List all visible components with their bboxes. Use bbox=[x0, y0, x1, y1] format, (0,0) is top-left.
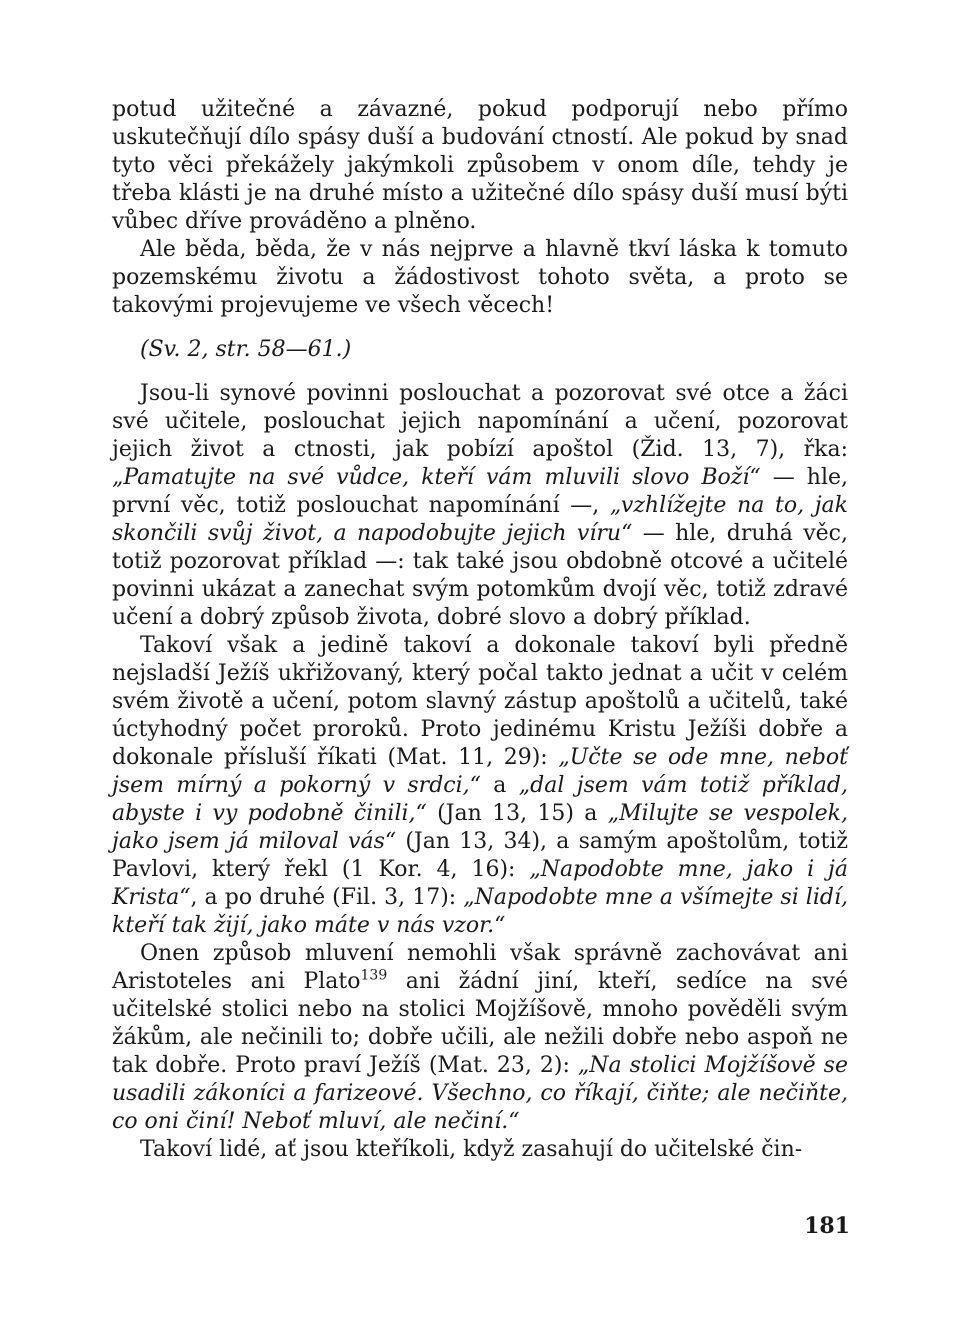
paragraph-4-text-1: Takoví však a jedině takoví a dokonale takoví byli předně nejsladší Ježíš ukřižovaný, který počal takto jednat a učit v celém svém životě a učení, potom slavný zástup apoštolů a učitelů, také úctyhodný počet proroků. Proto jedinému Kristu Ježíši dobře a dokonale přísluší říkati (Mat. 11, 29): bbox=[112, 633, 848, 770]
paragraph-5-quote-1: „Na stolici Mojžíšově se usadili zákoníci a farizeové. Všechno, co říkají, čiňte; ale nečiňte, co oni činí! Neboť mluví, ale nečiní.“ bbox=[112, 1053, 848, 1134]
paragraph-4-text-2: a bbox=[480, 773, 519, 798]
paragraph-3 bbox=[112, 380, 848, 632]
paragraph-4-quote-4: „Napodobte mne, jako i já Krista“ bbox=[112, 857, 848, 910]
paragraph-3-quote-1: „Pamatujte na své vůdce, kteří vám mluvili slovo Boží“ bbox=[112, 465, 761, 490]
paragraph-5-text-2: ani žádní jiní, kteří, sedíce na své učitelské stolici nebo na stolici Mojžíšově, mnoho pověděli svým žákům, ale nečinili to; dobře učili, ale nežili dobře nebo aspoň ne tak dobře. Proto praví Ježíš (Mat. 23, 2): bbox=[112, 969, 849, 1078]
paragraph-2-text: Ale běda, běda, že v nás nejprve a hlavně tkví láska k tomuto pozemskému životu a žádostivost tohoto světa, a proto se takovými projevujeme ve všech věcech! bbox=[112, 237, 848, 318]
paragraph-4-quote-2: „dal jsem vám totiž příklad, abyste i vy podobně činili,“ bbox=[112, 773, 848, 826]
footnote-marker: 139 bbox=[360, 967, 388, 984]
paragraph-2 bbox=[112, 236, 848, 320]
body-text bbox=[112, 96, 848, 1164]
paragraph-4-quote-5: „Napodobte mne a všímejte si lidí, kteří tak žijí, jako máte v nás vzor.“ bbox=[112, 885, 848, 938]
paragraph-3-text-1: Jsou-li synové povinni poslouchat a pozorovat své otce a žáci své učitele, poslouchat jejich napomínání a učení, pozorovat jejich život a ctnosti, jak pobízí apoštol (Žid. 13, 7), řka: bbox=[112, 381, 848, 462]
paragraph-4-text-5: , a po druhé (Fil. 3, 17): bbox=[190, 885, 464, 910]
paragraph-3-text-2: — hle, první věc, totiž poslouchat napomínání —, bbox=[112, 465, 848, 518]
paragraph-4-text-3: (Jan 13, 15) a bbox=[426, 801, 608, 826]
source-reference: (Sv. 2, str. 58—61.) bbox=[140, 337, 352, 362]
paragraph-6 bbox=[112, 1136, 848, 1164]
page-number: 181 bbox=[804, 1213, 850, 1239]
paragraph-1 bbox=[112, 96, 848, 236]
paragraph-4-quote-1: „Učte se ode mne, neboť jsem mírný a pokorný v srdci,“ bbox=[112, 745, 849, 798]
paragraph-3-quote-2: „vzhlížejte na to, jak skončili svůj život, a napodobujte jejich víru“ bbox=[112, 493, 848, 546]
paragraph-5 bbox=[112, 940, 848, 1136]
section-gap bbox=[112, 320, 848, 336]
paragraph-6-text: Takoví lidé, ať jsou kteříkoli, když zasahují do učitelské čin- bbox=[140, 1137, 803, 1162]
paragraph-4 bbox=[112, 632, 848, 940]
paragraph-3-text-3: — hle, druhá věc, totiž pozorovat příklad —: tak také jsou obdobně otcové a učitelé povinni ukázat a zanechat svým potomkům dvojí věc, totiž zdravé učení a dobrý způsob života, dobré slovo a dobrý příklad. bbox=[112, 521, 848, 630]
paragraph-4-text-4: (Jan 13, 34), a samým apoštolům, totiž Pavlovi, který řekl (1 Kor. 4, 16): bbox=[112, 829, 848, 882]
paragraph-4-quote-3: „Milujte se vespolek, jako jsem já miloval vás“ bbox=[112, 801, 848, 854]
paragraph-5-text-1: Onen způsob mluvení nemohli však správně zachovávat ani Aristoteles ani Plato bbox=[112, 941, 848, 994]
paragraph-1-text: potud užitečné a závazné, pokud podporují nebo přímo uskutečňují dílo spásy duší a budování ctností. Ale pokud by snad tyto věci překážely jakýmkoli způsobem v onom díle, tehdy je třeba klásti je na druhé místo a užitečné dílo spásy duší musí býti vůbec dříve prováděno a plněno. bbox=[112, 97, 848, 234]
